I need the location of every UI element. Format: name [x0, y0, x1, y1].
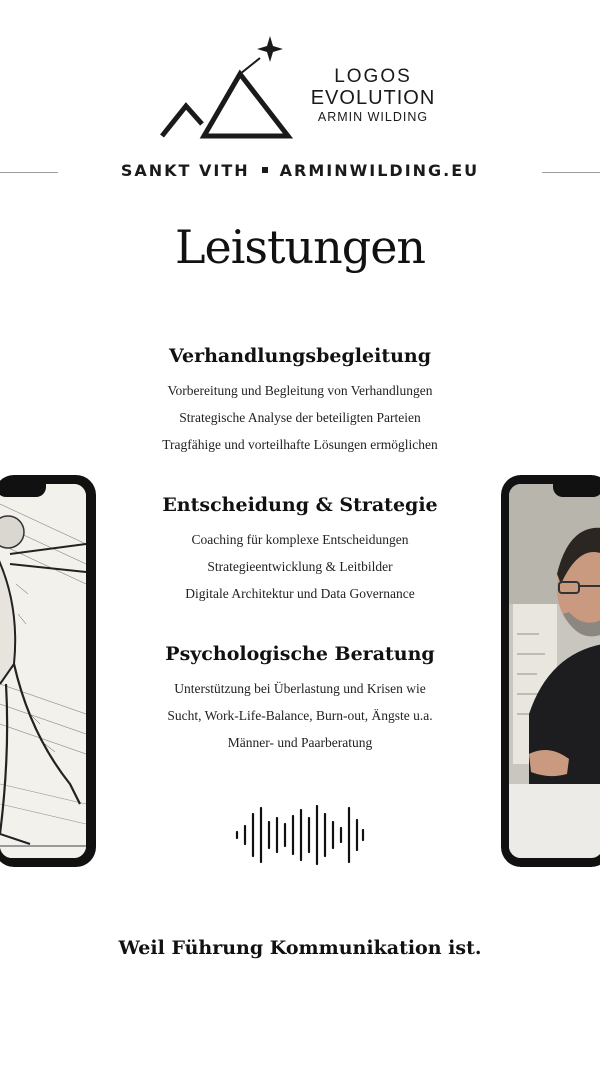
service-item: Sucht, Work-Life-Balance, Burn-out, Ängste u.a. [167, 708, 433, 723]
service-item: Strategische Analyse der beteiligten Parteien [179, 410, 421, 425]
section-title: Verhandlungsbegleitung [168, 345, 432, 367]
phone-mockup-right [501, 475, 600, 867]
phone-notch [0, 483, 46, 497]
location-place: SANKT VITH [120, 161, 250, 180]
tagline: Weil Führung Kommunikation ist. [118, 937, 482, 959]
separator-square [262, 167, 268, 173]
phone-side-button [501, 595, 505, 625]
portrait-photo [509, 484, 600, 858]
logo-line-3: ARMIN WILDING [317, 110, 429, 124]
phone-side-button [501, 559, 505, 589]
logo-line-2: EVOLUTION [310, 87, 436, 109]
service-item: Coaching für komplexe Entscheidungen [191, 532, 409, 547]
website-link[interactable]: ARMINWILDING.EU [279, 161, 480, 180]
section-title: Entscheidung & Strategie [162, 494, 438, 516]
service-list [120, 526, 480, 607]
location-row [0, 161, 600, 180]
service-list [120, 675, 480, 756]
service-section [120, 641, 480, 756]
phone-notch [553, 483, 600, 497]
service-item: Tragfähige und vorteilhafte Lösungen ermöglichen [162, 437, 438, 452]
mountain-star-icon [160, 34, 300, 142]
service-item: Digitale Architektur und Data Governance [185, 586, 415, 601]
logo [160, 34, 450, 142]
logo-line-1: LOGOS [334, 66, 412, 87]
service-item: Unterstützung bei Überlastung und Krisen wie [174, 681, 426, 696]
service-item: Vorbereitung und Begleitung von Verhandlungen [167, 383, 433, 398]
audio-waveform-icon [234, 804, 366, 866]
phone-side-button [92, 563, 96, 609]
section-title: Psychologische Beratung [165, 643, 435, 665]
vitruvian-man-image [0, 484, 86, 858]
service-item: Strategieentwicklung & Leitbilder [207, 559, 393, 574]
service-section [120, 343, 480, 458]
service-list [120, 377, 480, 458]
phone-mockup-left [0, 475, 96, 867]
phone-side-button [501, 529, 505, 547]
service-item: Männer- und Paarberatung [227, 735, 373, 750]
page-title: Leistungen [174, 220, 426, 274]
service-section [120, 492, 480, 607]
